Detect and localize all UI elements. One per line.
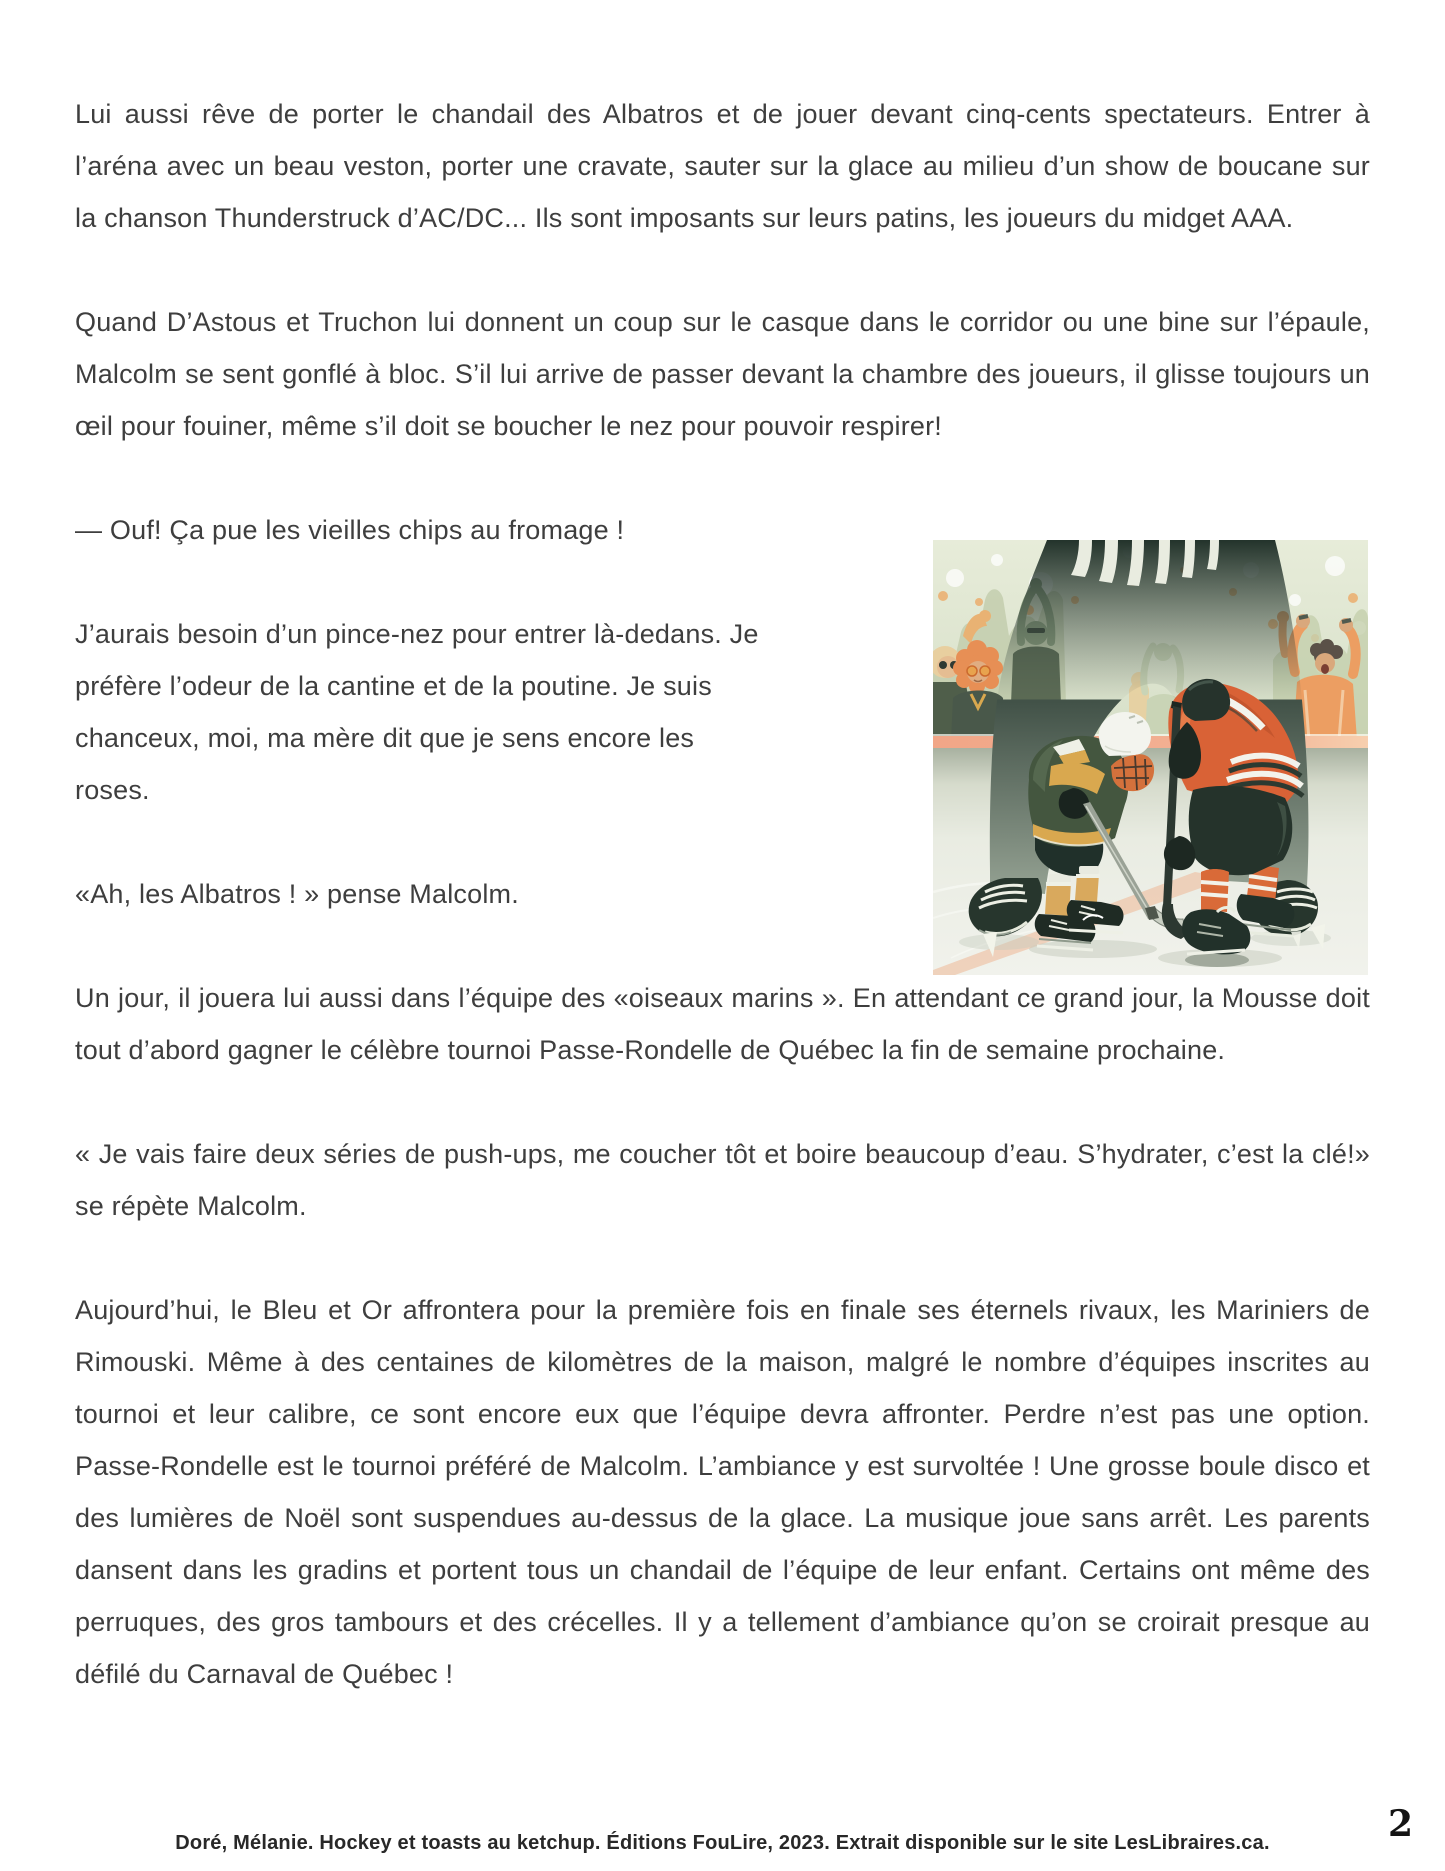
body-paragraph: « Je vais faire deux séries de push-ups, me coucher tôt et boire beaucoup d’eau. S’hydrater, c’est la clé!» se répète Malcolm. — [75, 1139, 1370, 1221]
dialogue-paragraph: «Ah, les Albatros ! » pense Malcolm. — [75, 879, 519, 909]
hockey-faceoff-illustration — [933, 540, 1368, 975]
page-number: 2 — [1387, 1803, 1413, 1845]
citation-footer — [0, 1832, 1445, 1855]
dialogue-paragraph: — Ouf! Ça pue les vieilles chips au fromage ! — [75, 515, 625, 545]
body-paragraph: Quand D’Astous et Truchon lui donnent un coup sur le casque dans le corridor ou une bine sur l’épaule, Malcolm se sent gonflé à bloc. S’il lui arrive de passer devant la chambre des joueurs, il glisse toujours un œil pour fouiner, même s’il doit se boucher le nez pour pouvoir respirer! — [75, 307, 1370, 441]
body-paragraph: Lui aussi rêve de porter le chandail des Albatros et de jouer devant cinq-cents spectateurs. Entrer à l’aréna avec un beau veston, porter une cravate, sauter sur la glace au milieu d’un show de boucane sur la chanson Thunderstruck d’AC/DC... Ils sont imposants sur leurs patins, les joueurs du midget AAA. — [75, 99, 1370, 233]
citation-text: Doré, Mélanie. Hockey et toasts au ketchup. Éditions FouLire, 2023. Extrait disponible sur le site LesLibraires.ca. — [175, 1832, 1270, 1854]
body-paragraph: Un jour, il jouera lui aussi dans l’équipe des «oiseaux marins ». En attendant ce grand jour, la Mousse doit tout d’abord gagner le célèbre tournoi Passe-Rondelle de Québec la fin de semaine prochaine. — [75, 983, 1370, 1065]
body-paragraph: Aujourd’hui, le Bleu et Or affrontera pour la première fois en finale ses éternels rivaux, les Mariniers de Rimouski. Même à des centaines de kilomètres de la maison, malgré le nombre d’équipes inscrites au tournoi et leur calibre, ce sont encore eux que l’équipe devra affronter. Perdre n’est pas une option. Passe-Rondelle est le tournoi préféré de Malcolm. L’ambiance y est survoltée ! Une grosse boule disco et des lumières de Noël sont suspendues au-dessus de la glace. La musique joue sans arrêt. Les parents dansent dans les gradins et portent tous un chandail de l’équipe de leur enfant. Certains ont même des perruques, des gros tambours et des crécelles. Il y a tellement d’ambiance qu’on se croirait presque au défilé du Carnaval de Québec ! — [75, 1295, 1370, 1689]
body-paragraph: J’aurais besoin d’un pince-nez pour entrer là-dedans. Je préfère l’odeur de la cantine et de la poutine. Je suis chanceux, moi, ma mère dit que je sens encore les roses. — [75, 619, 759, 805]
